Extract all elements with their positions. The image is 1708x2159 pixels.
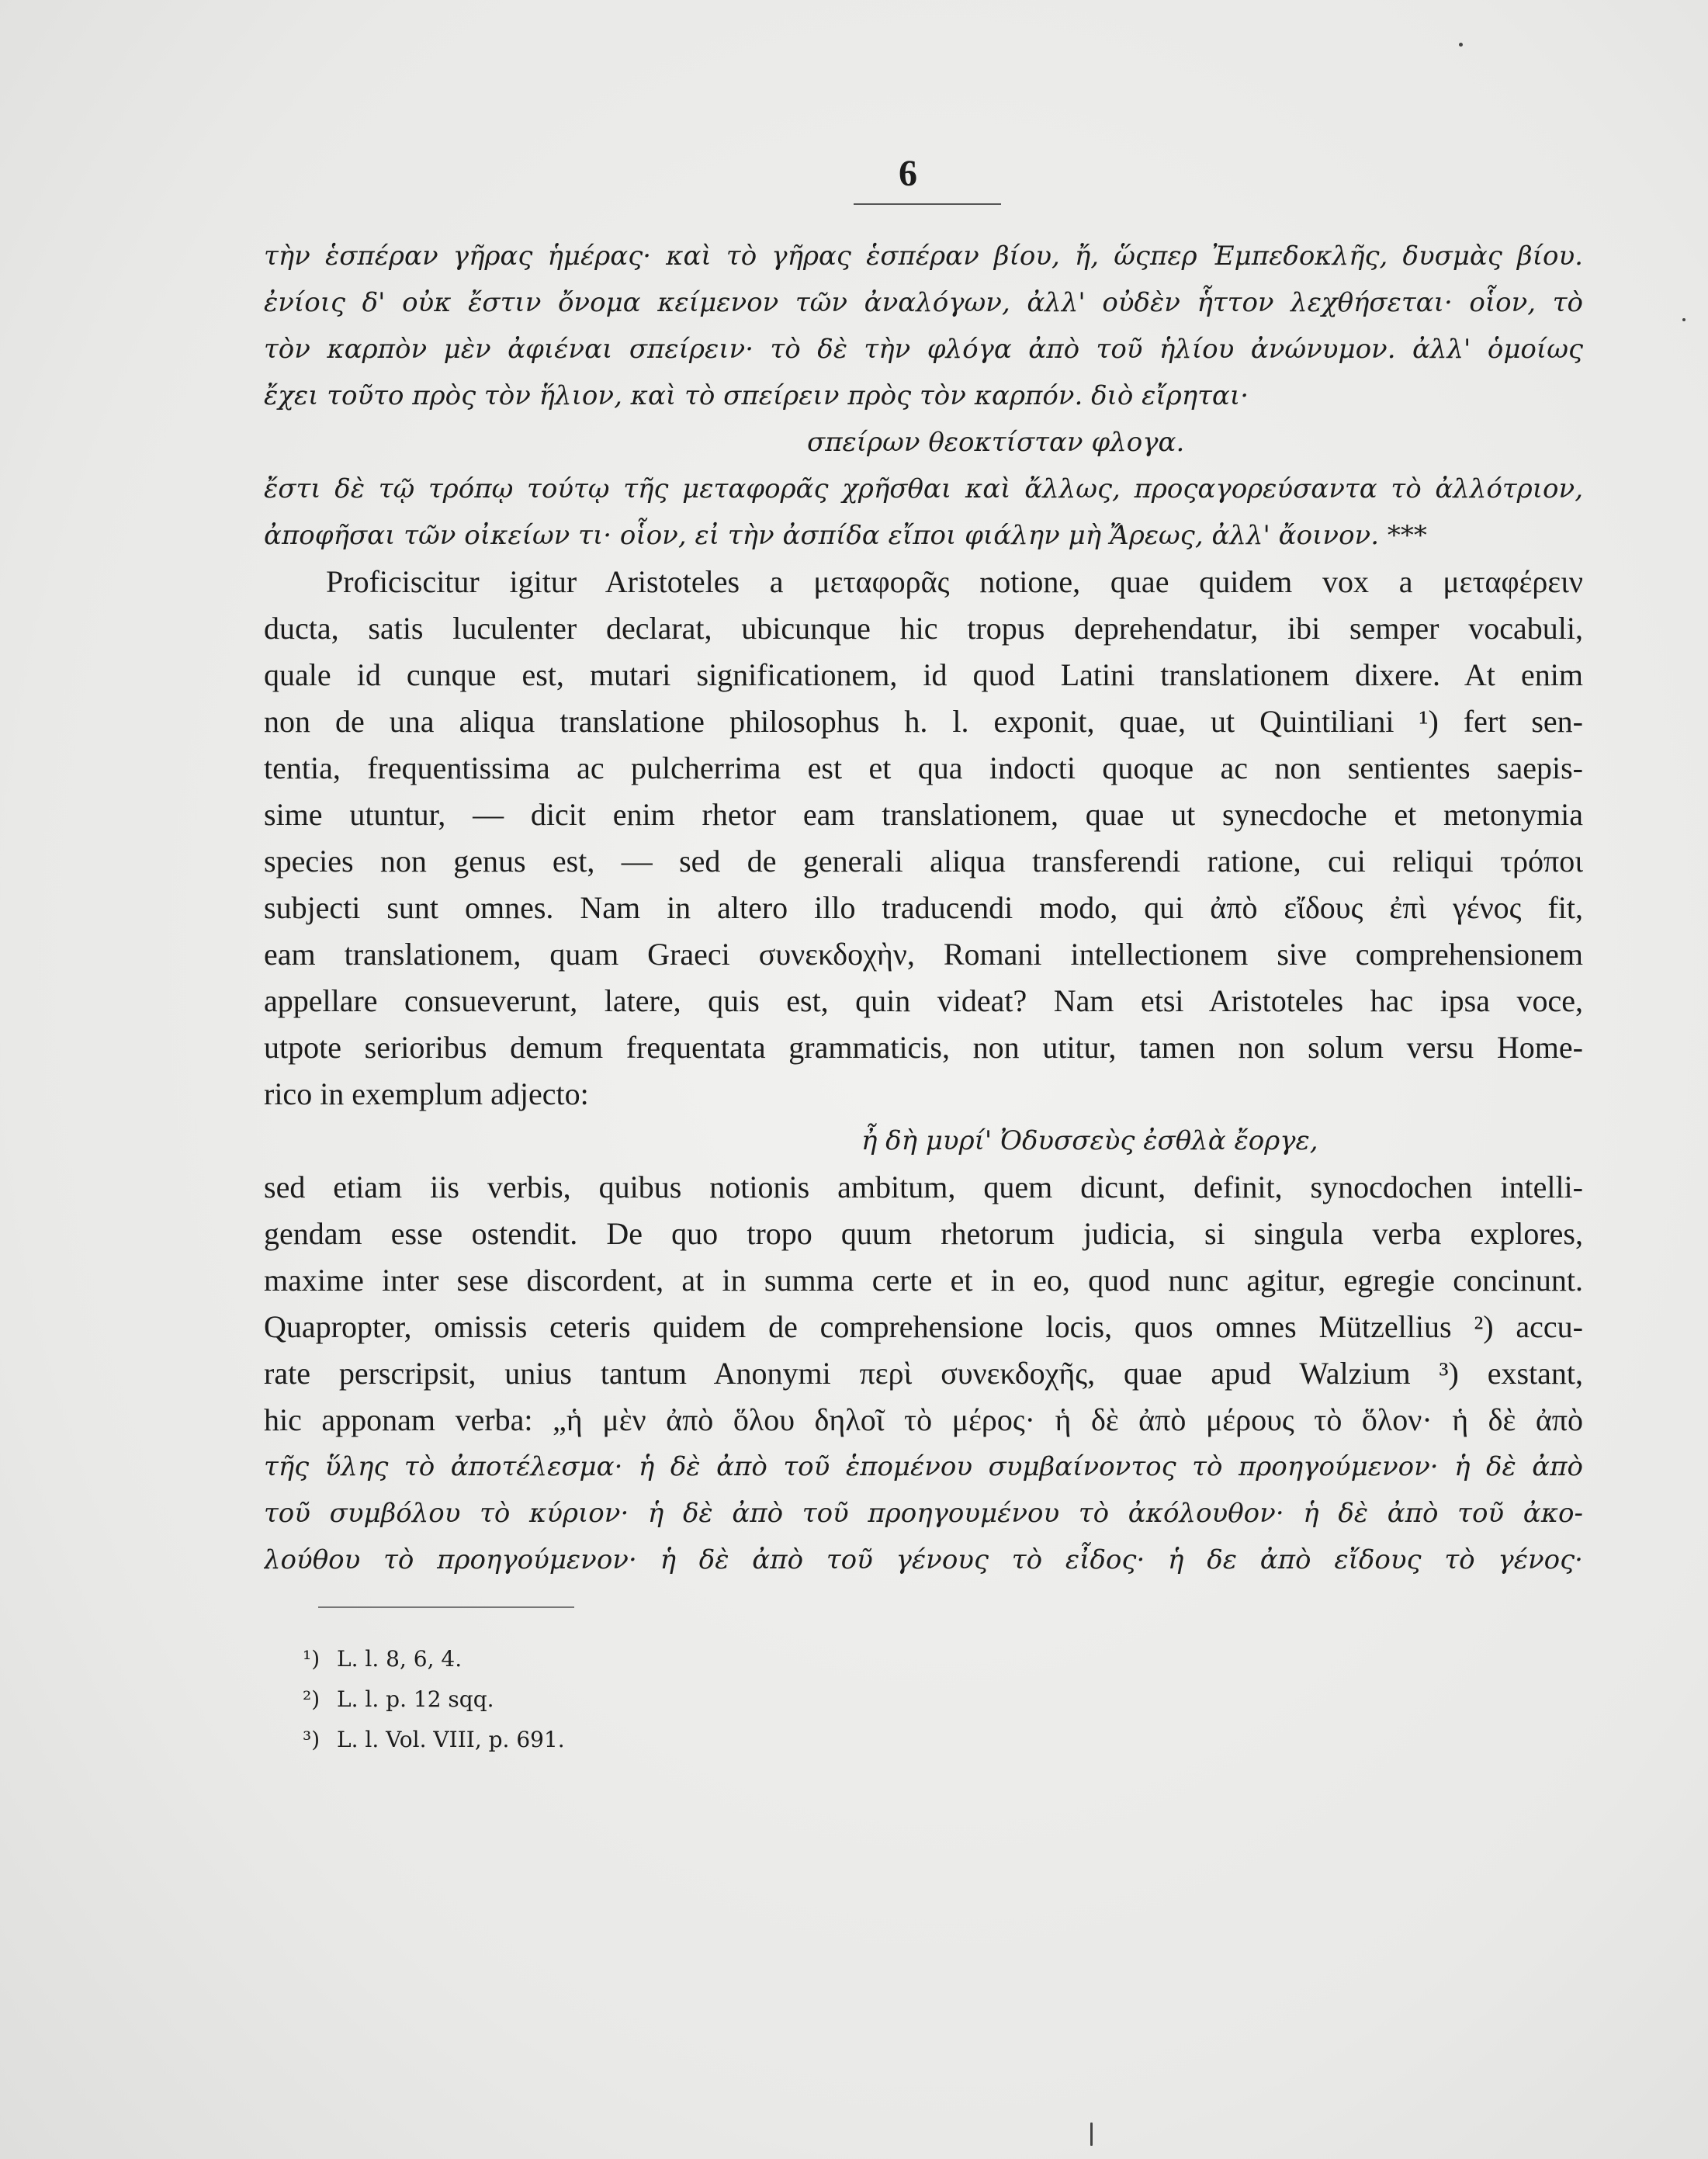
latin-text-line: non de una aliqua translatione philosophus h. l. exponit, quae, ut Quintiliani ¹) fert sen- [264,704,1583,739]
latin-text-line: Quapropter, omissis ceteris quidem de comprehensione locis, quos omnes Mützellius ²) accu- [264,1309,1583,1344]
scan-speck [1459,43,1463,47]
body-text [264,233,1583,1583]
greek-text-line: σπείρων θεοκτίσταν φλογα. [807,427,1185,458]
latin-text-line: quale id cunque est, mutari significationem, id quod Latini translationem dixere. At enim [264,657,1583,692]
greek-text-line: ἦ δὴ μυρί' Ὀδυσσεὺς ἐσθλὰ ἔοργε, [861,1125,1318,1156]
footnote-text: L. l. Vol. VIII, p. 691. [337,1727,565,1752]
footnote-rule [318,1606,574,1608]
scan-speck [1682,318,1685,321]
latin-text-line: maxime inter sese discordent, at in summa certe et in eo, quod nunc agitur, egregie concinunt. [264,1263,1583,1298]
greek-text-line: ἔχει τοῦτο πρὸς τὸν ἥλιον, καὶ τὸ σπείρειν πρὸς τὸν καρπόν. διὸ εἴρηται· [264,380,1249,411]
latin-text-line: rate perscripsit, unius tantum Anonymi περὶ συνεκδοχῆς, quae apud Walzium ³) exstant, [264,1356,1583,1391]
footnote-text: L. l. 8, 6, 4. [337,1646,463,1672]
latin-text-line: hic apponam verba: „ἡ μὲν ἀπὸ ὅλου δηλοῖ τὸ μέρος· ἡ δὲ ἀπὸ μέρους τὸ ὅλον· ἡ δὲ ἀπὸ [264,1402,1583,1437]
footnotes [303,1639,846,1760]
latin-text-line: ducta, satis luculenter declarat, ubicunque hic tropus deprehendatur, ibi semper vocabuli, [264,611,1583,646]
greek-text-line: τοῦ συμβόλου τὸ κύριον· ἡ δὲ ἀπὸ τοῦ προηγουμένου τὸ ἀκόλουθον· ἡ δὲ ἀπὸ τοῦ ἀκο- [264,1498,1583,1529]
latin-text-line: gendam esse ostendit. De quo tropo quum rhetorum judicia, si singula verba explores, [264,1216,1583,1251]
greek-text-line: λούθου τὸ προηγούμενον· ἡ δὲ ἀπὸ τοῦ γένους τὸ εἶδος· ἡ δε ἀπὸ εἴδους τὸ γένος· [264,1544,1583,1575]
greek-text-line: ἔστι δὲ τῷ τρόπῳ τούτῳ τῆς μεταφορᾶς χρῆσθαι καὶ ἄλλως, προςαγορεύσαντα τὸ ἀλλότριον, [264,473,1583,504]
latin-text-line: tentia, frequentissima ac pulcherrima est et qua indocti quoque ac non sentientes saepis- [264,750,1583,785]
footnote-text: L. l. p. 12 sqq. [337,1686,494,1712]
footnote [303,1639,846,1679]
greek-text-line: ἀποφῆσαι τῶν οἰκείων τι· οἷον, εἰ τὴν ἀσπίδα εἴποι φιάλην μὴ Ἄρεως, ἀλλ' ἄοινον. *** [264,520,1427,551]
latin-text-line: subjecti sunt omnes. Nam in altero illo traducendi modo, qui ἀπὸ εἴδους ἐπὶ γένος fit, [264,890,1583,925]
footnote-mark: ¹) [303,1646,320,1672]
latin-text-line: eam translationem, quam Graeci συνεκδοχὴν, Romani intellectionem sive comprehensionem [264,937,1583,972]
greek-text-line: τῆς ὕλης τὸ ἀποτέλεσμα· ἡ δὲ ἀπὸ τοῦ ἑπομένου συμβαίνοντος τὸ προηγούμενον· ἡ δὲ ἀπὸ [264,1451,1583,1482]
page-number: 6 [899,153,917,194]
greek-text-line: τὴν ἑσπέραν γῆρας ἡμέρας· καὶ τὸ γῆρας ἑσπέραν βίου, ἤ, ὥςπερ Ἐμπεδοκλῆς, δυσμὰς βίου. [264,241,1583,272]
latin-text-line: Proficiscitur igitur Aristoteles a μεταφορᾶς notione, quae quidem vox a μεταφέρειν [326,564,1583,599]
footnote-mark: ²) [303,1686,320,1712]
greek-text-line: ἐνίοις δ' οὐκ ἔστιν ὄνομα κείμενον τῶν ἀναλόγων, ἀλλ' οὐδὲν ἧττον λεχθήσεται· οἷον, τὸ [264,287,1583,318]
footnote [303,1720,846,1760]
scan-speck [1090,2123,1093,2146]
latin-text-line: sime utuntur, — dicit enim rhetor eam translationem, quae ut synecdoche et metonymia [264,797,1583,832]
page-number-rule [854,203,1001,205]
latin-text-line: rico in exemplum adjecto: [264,1076,589,1111]
latin-text-line: appellare consueverunt, latere, quis est, quin videat? Nam etsi Aristoteles hac ipsa voce, [264,983,1583,1018]
latin-text-line: utpote serioribus demum frequentata grammaticis, non utitur, tamen non solum versu Home- [264,1030,1583,1065]
latin-text-line: sed etiam iis verbis, quibus notionis ambitum, quem dicunt, definit, synocdochen intelli- [264,1170,1583,1204]
footnote-mark: ³) [303,1727,320,1752]
greek-text-line: τὸν καρπὸν μὲν ἀφιέναι σπείρειν· τὸ δὲ τὴν φλόγα ἀπὸ τοῦ ἡλίου ἀνώνυμον. ἀλλ' ὁμοίως [264,334,1583,365]
footnote [303,1679,846,1720]
latin-text-line: species non genus est, — sed de generali aliqua transferendi ratione, cui reliqui τρόποι [264,844,1583,879]
